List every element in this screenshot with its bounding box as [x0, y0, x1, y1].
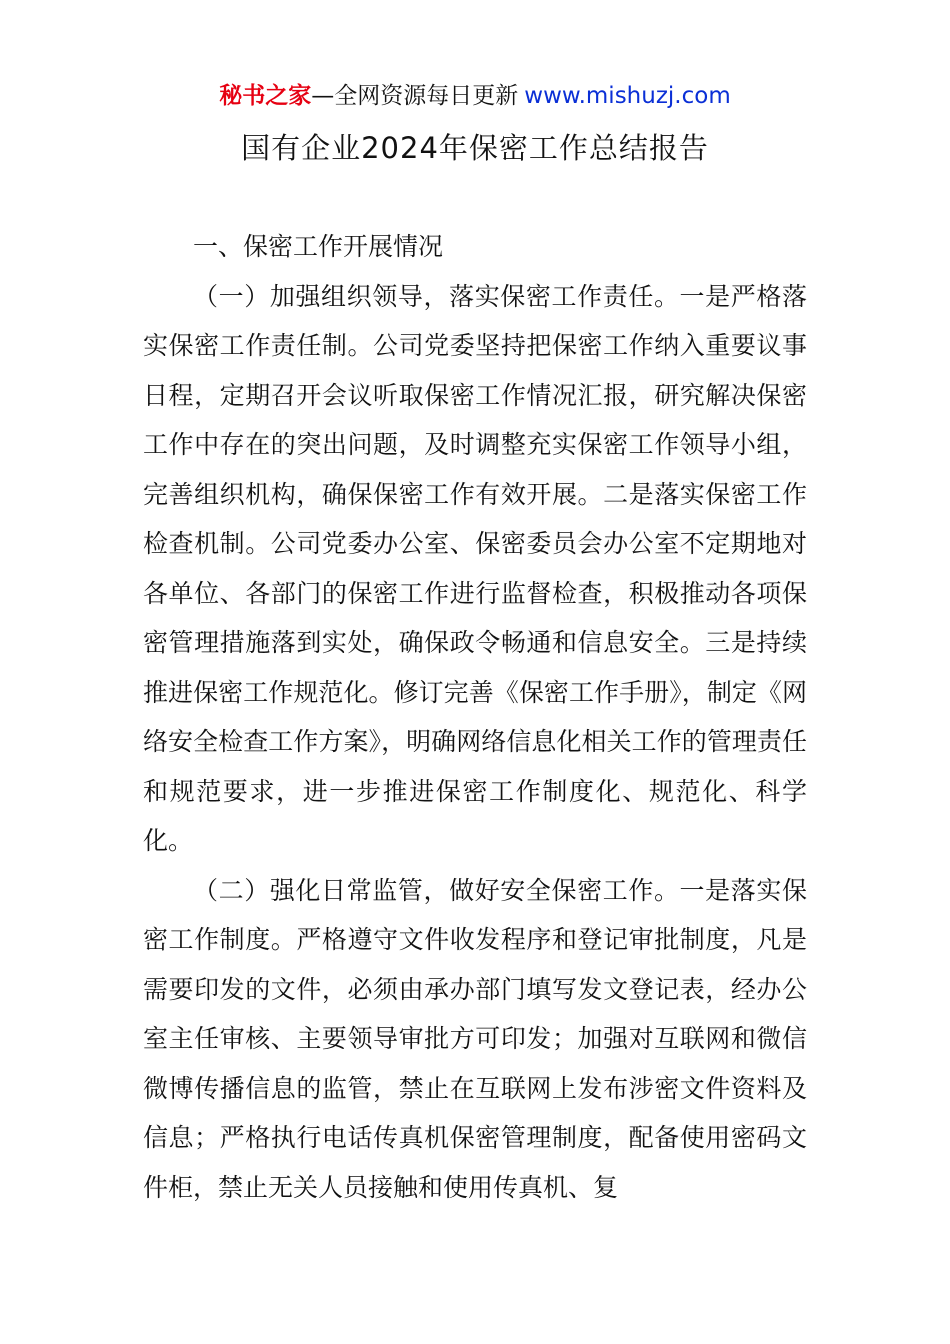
site-url-link[interactable]: www.mishuzj.com: [524, 83, 731, 109]
paragraph: （一）加强组织领导，落实保密工作责任。一是严格落实保密工作责任制。公司党委坚持把保密工作纳入重要议事日程，定期召开会议听取保密工作情况汇报，研究解决保密工作中存在的突出问题，及时调整充实保密工作领导小组，完善组织机构，确保保密工作有效开展。二是落实保密工作检查机制。公司党委办公室、保密委员会办公室不定期地对各单位、各部门的保密工作进行监督检查，积极推动各项保密管理措施落到实处，确保政令畅通和信息安全。三是持续推进保密工作规范化。修订完善《保密工作手册》，制定《网络安全检查工作方案》，明确网络信息化相关工作的管理责任和规范要求，进一步推进保密工作制度化、规范化、科学化。: [143, 281, 807, 855]
site-tagline: —全网资源每日更新: [311, 83, 519, 109]
document-title: 国有企业2024年保密工作总结报告: [241, 131, 709, 165]
site-header: [0, 80, 950, 112]
document-body: [143, 222, 807, 1212]
paragraph: （二）强化日常监管，做好安全保密工作。一是落实保密工作制度。严格遵守文件收发程序和登记审批制度，凡是需要印发的文件，必须由承办部门填写发文登记表，经办公室主任审核、主要领导审批方可印发；加强对互联网和微信微博传播信息的监管，禁止在互联网上发布涉密文件资料及信息；严格执行电话传真机保密管理制度，配备使用密码文件柜，禁止无关人员接触和使用传真机、复: [143, 875, 807, 1202]
section-heading: 一、保密工作开展情况: [193, 232, 444, 261]
site-brand: 秘书之家: [219, 83, 312, 109]
